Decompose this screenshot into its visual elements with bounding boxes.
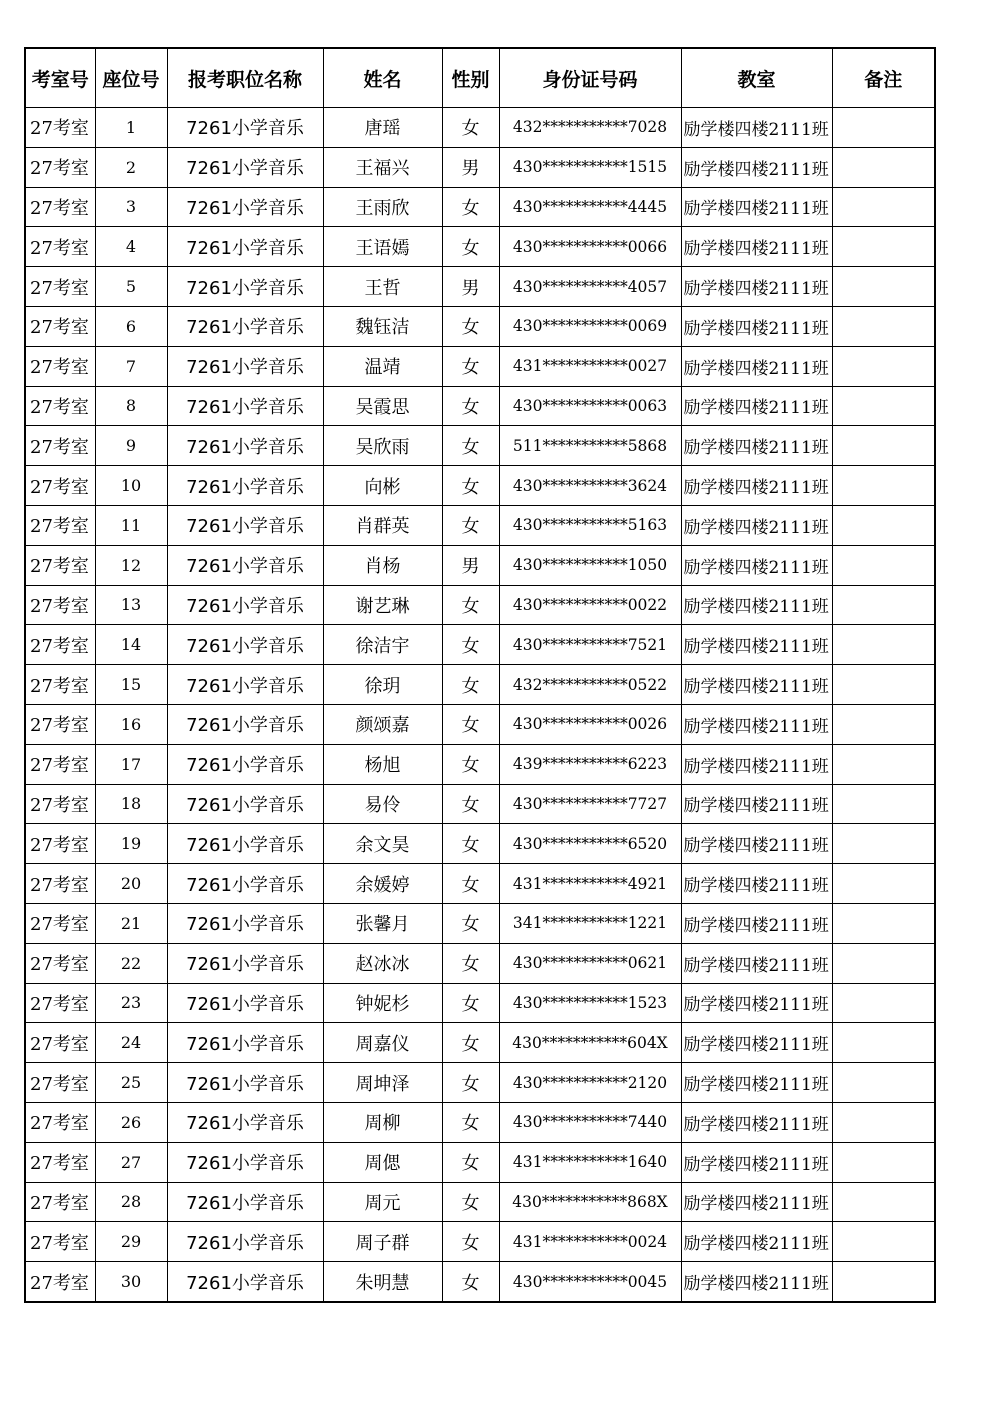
cell-name: 钟妮杉 bbox=[323, 983, 442, 1023]
table-row bbox=[25, 1063, 935, 1103]
cell-exam-room: 27考室 bbox=[25, 426, 95, 466]
cell-position-name: 7261小学音乐 bbox=[167, 864, 323, 904]
cell-exam-room: 27考室 bbox=[25, 1023, 95, 1063]
cell-classroom: 励学楼四楼2111班 bbox=[681, 306, 832, 346]
cell-exam-room: 27考室 bbox=[25, 943, 95, 983]
cell-exam-room: 27考室 bbox=[25, 505, 95, 545]
table-row bbox=[25, 1182, 935, 1222]
cell-id-number: 430***********4057 bbox=[499, 267, 681, 307]
cell-exam-room: 27考室 bbox=[25, 386, 95, 426]
cell-exam-room: 27考室 bbox=[25, 187, 95, 227]
cell-position-name: 7261小学音乐 bbox=[167, 1262, 323, 1302]
cell-id-number: 430***********7727 bbox=[499, 784, 681, 824]
table-row bbox=[25, 585, 935, 625]
cell-remarks bbox=[832, 704, 935, 744]
cell-classroom: 励学楼四楼2111班 bbox=[681, 1063, 832, 1103]
cell-seat-number: 10 bbox=[95, 466, 167, 506]
cell-remarks bbox=[832, 306, 935, 346]
cell-classroom: 励学楼四楼2111班 bbox=[681, 784, 832, 824]
exam-seating-table bbox=[24, 47, 936, 1303]
header-name: 姓名 bbox=[323, 48, 442, 108]
cell-seat-number: 4 bbox=[95, 227, 167, 267]
cell-position-name: 7261小学音乐 bbox=[167, 346, 323, 386]
cell-gender: 女 bbox=[442, 784, 499, 824]
table-row bbox=[25, 1142, 935, 1182]
cell-name: 余文昊 bbox=[323, 824, 442, 864]
cell-classroom: 励学楼四楼2111班 bbox=[681, 1182, 832, 1222]
table-row bbox=[25, 187, 935, 227]
cell-seat-number: 26 bbox=[95, 1102, 167, 1142]
table-row bbox=[25, 824, 935, 864]
cell-classroom: 励学楼四楼2111班 bbox=[681, 983, 832, 1023]
cell-classroom: 励学楼四楼2111班 bbox=[681, 227, 832, 267]
cell-gender: 女 bbox=[442, 903, 499, 943]
cell-classroom: 励学楼四楼2111班 bbox=[681, 625, 832, 665]
cell-seat-number: 27 bbox=[95, 1142, 167, 1182]
cell-exam-room: 27考室 bbox=[25, 227, 95, 267]
cell-seat-number: 17 bbox=[95, 744, 167, 784]
cell-position-name: 7261小学音乐 bbox=[167, 1063, 323, 1103]
cell-gender: 女 bbox=[442, 426, 499, 466]
table-row bbox=[25, 903, 935, 943]
cell-name: 朱明慧 bbox=[323, 1262, 442, 1302]
cell-seat-number: 7 bbox=[95, 346, 167, 386]
cell-seat-number: 12 bbox=[95, 545, 167, 585]
cell-seat-number: 13 bbox=[95, 585, 167, 625]
table-row bbox=[25, 1023, 935, 1063]
cell-name: 易伶 bbox=[323, 784, 442, 824]
cell-id-number: 430***********0063 bbox=[499, 386, 681, 426]
cell-exam-room: 27考室 bbox=[25, 903, 95, 943]
cell-name: 吴欣雨 bbox=[323, 426, 442, 466]
cell-classroom: 励学楼四楼2111班 bbox=[681, 187, 832, 227]
cell-id-number: 431***********0027 bbox=[499, 346, 681, 386]
cell-seat-number: 11 bbox=[95, 505, 167, 545]
cell-position-name: 7261小学音乐 bbox=[167, 983, 323, 1023]
cell-name: 颜颂嘉 bbox=[323, 704, 442, 744]
cell-seat-number: 21 bbox=[95, 903, 167, 943]
cell-exam-room: 27考室 bbox=[25, 108, 95, 148]
cell-seat-number: 25 bbox=[95, 1063, 167, 1103]
cell-remarks bbox=[832, 1023, 935, 1063]
cell-gender: 女 bbox=[442, 346, 499, 386]
table-row bbox=[25, 744, 935, 784]
cell-id-number: 439***********6223 bbox=[499, 744, 681, 784]
cell-id-number: 430***********5163 bbox=[499, 505, 681, 545]
cell-remarks bbox=[832, 147, 935, 187]
cell-remarks bbox=[832, 983, 935, 1023]
cell-name: 周偲 bbox=[323, 1142, 442, 1182]
cell-seat-number: 23 bbox=[95, 983, 167, 1023]
cell-position-name: 7261小学音乐 bbox=[167, 108, 323, 148]
cell-classroom: 励学楼四楼2111班 bbox=[681, 824, 832, 864]
table-row bbox=[25, 864, 935, 904]
cell-classroom: 励学楼四楼2111班 bbox=[681, 1023, 832, 1063]
cell-classroom: 励学楼四楼2111班 bbox=[681, 267, 832, 307]
cell-position-name: 7261小学音乐 bbox=[167, 744, 323, 784]
cell-name: 魏钰洁 bbox=[323, 306, 442, 346]
cell-exam-room: 27考室 bbox=[25, 824, 95, 864]
cell-gender: 女 bbox=[442, 386, 499, 426]
table-row bbox=[25, 1222, 935, 1262]
table-row bbox=[25, 704, 935, 744]
cell-name: 肖群英 bbox=[323, 505, 442, 545]
cell-gender: 男 bbox=[442, 147, 499, 187]
cell-gender: 女 bbox=[442, 1102, 499, 1142]
cell-remarks bbox=[832, 466, 935, 506]
cell-position-name: 7261小学音乐 bbox=[167, 227, 323, 267]
cell-seat-number: 30 bbox=[95, 1262, 167, 1302]
cell-gender: 女 bbox=[442, 824, 499, 864]
cell-name: 王语嫣 bbox=[323, 227, 442, 267]
cell-name: 赵冰冰 bbox=[323, 943, 442, 983]
cell-position-name: 7261小学音乐 bbox=[167, 505, 323, 545]
cell-classroom: 励学楼四楼2111班 bbox=[681, 147, 832, 187]
cell-seat-number: 5 bbox=[95, 267, 167, 307]
cell-seat-number: 24 bbox=[95, 1023, 167, 1063]
cell-exam-room: 27考室 bbox=[25, 1142, 95, 1182]
cell-position-name: 7261小学音乐 bbox=[167, 386, 323, 426]
cell-id-number: 431***********1640 bbox=[499, 1142, 681, 1182]
cell-position-name: 7261小学音乐 bbox=[167, 824, 323, 864]
cell-position-name: 7261小学音乐 bbox=[167, 545, 323, 585]
cell-remarks bbox=[832, 665, 935, 705]
cell-id-number: 430***********604X bbox=[499, 1023, 681, 1063]
cell-exam-room: 27考室 bbox=[25, 1182, 95, 1222]
cell-exam-room: 27考室 bbox=[25, 744, 95, 784]
cell-seat-number: 1 bbox=[95, 108, 167, 148]
cell-position-name: 7261小学音乐 bbox=[167, 625, 323, 665]
table-row bbox=[25, 147, 935, 187]
table-row bbox=[25, 505, 935, 545]
cell-name: 张馨月 bbox=[323, 903, 442, 943]
cell-gender: 女 bbox=[442, 1142, 499, 1182]
cell-gender: 女 bbox=[442, 704, 499, 744]
cell-seat-number: 28 bbox=[95, 1182, 167, 1222]
cell-remarks bbox=[832, 1222, 935, 1262]
cell-seat-number: 14 bbox=[95, 625, 167, 665]
cell-remarks bbox=[832, 1102, 935, 1142]
cell-exam-room: 27考室 bbox=[25, 585, 95, 625]
cell-remarks bbox=[832, 585, 935, 625]
cell-exam-room: 27考室 bbox=[25, 1063, 95, 1103]
cell-position-name: 7261小学音乐 bbox=[167, 784, 323, 824]
table-row bbox=[25, 943, 935, 983]
cell-remarks bbox=[832, 187, 935, 227]
cell-classroom: 励学楼四楼2111班 bbox=[681, 1222, 832, 1262]
table-row bbox=[25, 1102, 935, 1142]
cell-id-number: 430***********868X bbox=[499, 1182, 681, 1222]
cell-classroom: 励学楼四楼2111班 bbox=[681, 943, 832, 983]
cell-exam-room: 27考室 bbox=[25, 864, 95, 904]
cell-name: 肖杨 bbox=[323, 545, 442, 585]
cell-id-number: 430***********0026 bbox=[499, 704, 681, 744]
cell-seat-number: 15 bbox=[95, 665, 167, 705]
table-row bbox=[25, 426, 935, 466]
cell-gender: 女 bbox=[442, 108, 499, 148]
cell-id-number: 430***********6520 bbox=[499, 824, 681, 864]
cell-exam-room: 27考室 bbox=[25, 1262, 95, 1302]
cell-name: 周子群 bbox=[323, 1222, 442, 1262]
cell-gender: 女 bbox=[442, 1262, 499, 1302]
header-exam-room: 考室号 bbox=[25, 48, 95, 108]
table-row bbox=[25, 466, 935, 506]
cell-position-name: 7261小学音乐 bbox=[167, 1023, 323, 1063]
cell-seat-number: 6 bbox=[95, 306, 167, 346]
cell-id-number: 432***********0522 bbox=[499, 665, 681, 705]
cell-classroom: 励学楼四楼2111班 bbox=[681, 505, 832, 545]
cell-gender: 女 bbox=[442, 983, 499, 1023]
cell-name: 杨旭 bbox=[323, 744, 442, 784]
cell-remarks bbox=[832, 267, 935, 307]
header-position-name: 报考职位名称 bbox=[167, 48, 323, 108]
table-row bbox=[25, 227, 935, 267]
cell-remarks bbox=[832, 1142, 935, 1182]
cell-name: 王雨欣 bbox=[323, 187, 442, 227]
cell-position-name: 7261小学音乐 bbox=[167, 426, 323, 466]
cell-name: 周嘉仪 bbox=[323, 1023, 442, 1063]
cell-id-number: 430***********0069 bbox=[499, 306, 681, 346]
cell-seat-number: 16 bbox=[95, 704, 167, 744]
cell-remarks bbox=[832, 505, 935, 545]
cell-name: 谢艺琳 bbox=[323, 585, 442, 625]
cell-name: 唐瑶 bbox=[323, 108, 442, 148]
cell-classroom: 励学楼四楼2111班 bbox=[681, 585, 832, 625]
cell-exam-room: 27考室 bbox=[25, 625, 95, 665]
cell-gender: 女 bbox=[442, 625, 499, 665]
cell-position-name: 7261小学音乐 bbox=[167, 943, 323, 983]
cell-exam-room: 27考室 bbox=[25, 1102, 95, 1142]
cell-exam-room: 27考室 bbox=[25, 704, 95, 744]
cell-gender: 女 bbox=[442, 864, 499, 904]
cell-name: 周柳 bbox=[323, 1102, 442, 1142]
cell-remarks bbox=[832, 426, 935, 466]
cell-seat-number: 29 bbox=[95, 1222, 167, 1262]
cell-position-name: 7261小学音乐 bbox=[167, 1142, 323, 1182]
cell-gender: 女 bbox=[442, 665, 499, 705]
table-row bbox=[25, 983, 935, 1023]
cell-remarks bbox=[832, 108, 935, 148]
cell-classroom: 励学楼四楼2111班 bbox=[681, 545, 832, 585]
cell-name: 向彬 bbox=[323, 466, 442, 506]
cell-id-number: 431***********0024 bbox=[499, 1222, 681, 1262]
cell-position-name: 7261小学音乐 bbox=[167, 704, 323, 744]
table-row bbox=[25, 386, 935, 426]
cell-name: 徐玥 bbox=[323, 665, 442, 705]
cell-gender: 女 bbox=[442, 306, 499, 346]
cell-seat-number: 20 bbox=[95, 864, 167, 904]
table-row bbox=[25, 306, 935, 346]
cell-position-name: 7261小学音乐 bbox=[167, 267, 323, 307]
cell-remarks bbox=[832, 1182, 935, 1222]
cell-id-number: 430***********7521 bbox=[499, 625, 681, 665]
cell-remarks bbox=[832, 943, 935, 983]
cell-id-number: 430***********4445 bbox=[499, 187, 681, 227]
cell-exam-room: 27考室 bbox=[25, 665, 95, 705]
cell-id-number: 430***********2120 bbox=[499, 1063, 681, 1103]
cell-gender: 女 bbox=[442, 1063, 499, 1103]
cell-gender: 女 bbox=[442, 585, 499, 625]
cell-classroom: 励学楼四楼2111班 bbox=[681, 665, 832, 705]
cell-classroom: 励学楼四楼2111班 bbox=[681, 903, 832, 943]
cell-remarks bbox=[832, 386, 935, 426]
cell-id-number: 511***********5868 bbox=[499, 426, 681, 466]
cell-id-number: 430***********0045 bbox=[499, 1262, 681, 1302]
cell-position-name: 7261小学音乐 bbox=[167, 187, 323, 227]
cell-seat-number: 3 bbox=[95, 187, 167, 227]
cell-seat-number: 19 bbox=[95, 824, 167, 864]
cell-exam-room: 27考室 bbox=[25, 983, 95, 1023]
table-row bbox=[25, 1262, 935, 1302]
cell-position-name: 7261小学音乐 bbox=[167, 306, 323, 346]
cell-name: 王哲 bbox=[323, 267, 442, 307]
table-row bbox=[25, 784, 935, 824]
cell-exam-room: 27考室 bbox=[25, 1222, 95, 1262]
cell-classroom: 励学楼四楼2111班 bbox=[681, 744, 832, 784]
cell-id-number: 341***********1221 bbox=[499, 903, 681, 943]
cell-gender: 男 bbox=[442, 267, 499, 307]
cell-id-number: 430***********0621 bbox=[499, 943, 681, 983]
table-row bbox=[25, 665, 935, 705]
cell-position-name: 7261小学音乐 bbox=[167, 1102, 323, 1142]
cell-id-number: 430***********1050 bbox=[499, 545, 681, 585]
cell-gender: 女 bbox=[442, 1222, 499, 1262]
cell-seat-number: 22 bbox=[95, 943, 167, 983]
cell-gender: 女 bbox=[442, 1182, 499, 1222]
cell-classroom: 励学楼四楼2111班 bbox=[681, 386, 832, 426]
cell-remarks bbox=[832, 1063, 935, 1103]
cell-name: 周坤泽 bbox=[323, 1063, 442, 1103]
table-body bbox=[25, 108, 935, 1302]
header-gender: 性别 bbox=[442, 48, 499, 108]
seating-sheet bbox=[24, 47, 936, 1303]
cell-remarks bbox=[832, 784, 935, 824]
cell-id-number: 430***********0066 bbox=[499, 227, 681, 267]
cell-gender: 女 bbox=[442, 227, 499, 267]
cell-position-name: 7261小学音乐 bbox=[167, 585, 323, 625]
cell-id-number: 431***********4921 bbox=[499, 864, 681, 904]
table-row bbox=[25, 267, 935, 307]
table-row bbox=[25, 108, 935, 148]
cell-gender: 女 bbox=[442, 466, 499, 506]
cell-gender: 女 bbox=[442, 1023, 499, 1063]
cell-exam-room: 27考室 bbox=[25, 466, 95, 506]
cell-remarks bbox=[832, 227, 935, 267]
cell-gender: 女 bbox=[442, 505, 499, 545]
cell-classroom: 励学楼四楼2111班 bbox=[681, 108, 832, 148]
header-row bbox=[25, 48, 935, 108]
cell-classroom: 励学楼四楼2111班 bbox=[681, 426, 832, 466]
cell-exam-room: 27考室 bbox=[25, 784, 95, 824]
cell-position-name: 7261小学音乐 bbox=[167, 1222, 323, 1262]
table-row bbox=[25, 346, 935, 386]
cell-id-number: 432***********7028 bbox=[499, 108, 681, 148]
cell-position-name: 7261小学音乐 bbox=[167, 466, 323, 506]
cell-id-number: 430***********1515 bbox=[499, 147, 681, 187]
header-classroom: 教室 bbox=[681, 48, 832, 108]
cell-remarks bbox=[832, 545, 935, 585]
cell-gender: 女 bbox=[442, 187, 499, 227]
cell-exam-room: 27考室 bbox=[25, 267, 95, 307]
cell-seat-number: 18 bbox=[95, 784, 167, 824]
cell-name: 吴霞思 bbox=[323, 386, 442, 426]
cell-gender: 女 bbox=[442, 943, 499, 983]
cell-seat-number: 9 bbox=[95, 426, 167, 466]
cell-remarks bbox=[832, 1262, 935, 1302]
cell-classroom: 励学楼四楼2111班 bbox=[681, 704, 832, 744]
table-row bbox=[25, 625, 935, 665]
cell-classroom: 励学楼四楼2111班 bbox=[681, 346, 832, 386]
cell-id-number: 430***********3624 bbox=[499, 466, 681, 506]
cell-classroom: 励学楼四楼2111班 bbox=[681, 864, 832, 904]
cell-name: 徐洁宇 bbox=[323, 625, 442, 665]
cell-name: 周元 bbox=[323, 1182, 442, 1222]
cell-position-name: 7261小学音乐 bbox=[167, 665, 323, 705]
cell-exam-room: 27考室 bbox=[25, 306, 95, 346]
cell-name: 余媛婷 bbox=[323, 864, 442, 904]
cell-remarks bbox=[832, 744, 935, 784]
header-id-number: 身份证号码 bbox=[499, 48, 681, 108]
cell-position-name: 7261小学音乐 bbox=[167, 1182, 323, 1222]
cell-classroom: 励学楼四楼2111班 bbox=[681, 1262, 832, 1302]
cell-id-number: 430***********0022 bbox=[499, 585, 681, 625]
cell-exam-room: 27考室 bbox=[25, 346, 95, 386]
cell-gender: 男 bbox=[442, 545, 499, 585]
cell-id-number: 430***********7440 bbox=[499, 1102, 681, 1142]
cell-exam-room: 27考室 bbox=[25, 147, 95, 187]
cell-classroom: 励学楼四楼2111班 bbox=[681, 466, 832, 506]
cell-name: 温靖 bbox=[323, 346, 442, 386]
header-seat-number: 座位号 bbox=[95, 48, 167, 108]
cell-exam-room: 27考室 bbox=[25, 545, 95, 585]
cell-name: 王福兴 bbox=[323, 147, 442, 187]
cell-seat-number: 8 bbox=[95, 386, 167, 426]
cell-remarks bbox=[832, 824, 935, 864]
cell-position-name: 7261小学音乐 bbox=[167, 903, 323, 943]
header-remarks: 备注 bbox=[832, 48, 935, 108]
cell-remarks bbox=[832, 903, 935, 943]
cell-remarks bbox=[832, 625, 935, 665]
cell-position-name: 7261小学音乐 bbox=[167, 147, 323, 187]
cell-id-number: 430***********1523 bbox=[499, 983, 681, 1023]
cell-remarks bbox=[832, 346, 935, 386]
table-row bbox=[25, 545, 935, 585]
cell-gender: 女 bbox=[442, 744, 499, 784]
cell-classroom: 励学楼四楼2111班 bbox=[681, 1142, 832, 1182]
cell-classroom: 励学楼四楼2111班 bbox=[681, 1102, 832, 1142]
cell-remarks bbox=[832, 864, 935, 904]
cell-seat-number: 2 bbox=[95, 147, 167, 187]
